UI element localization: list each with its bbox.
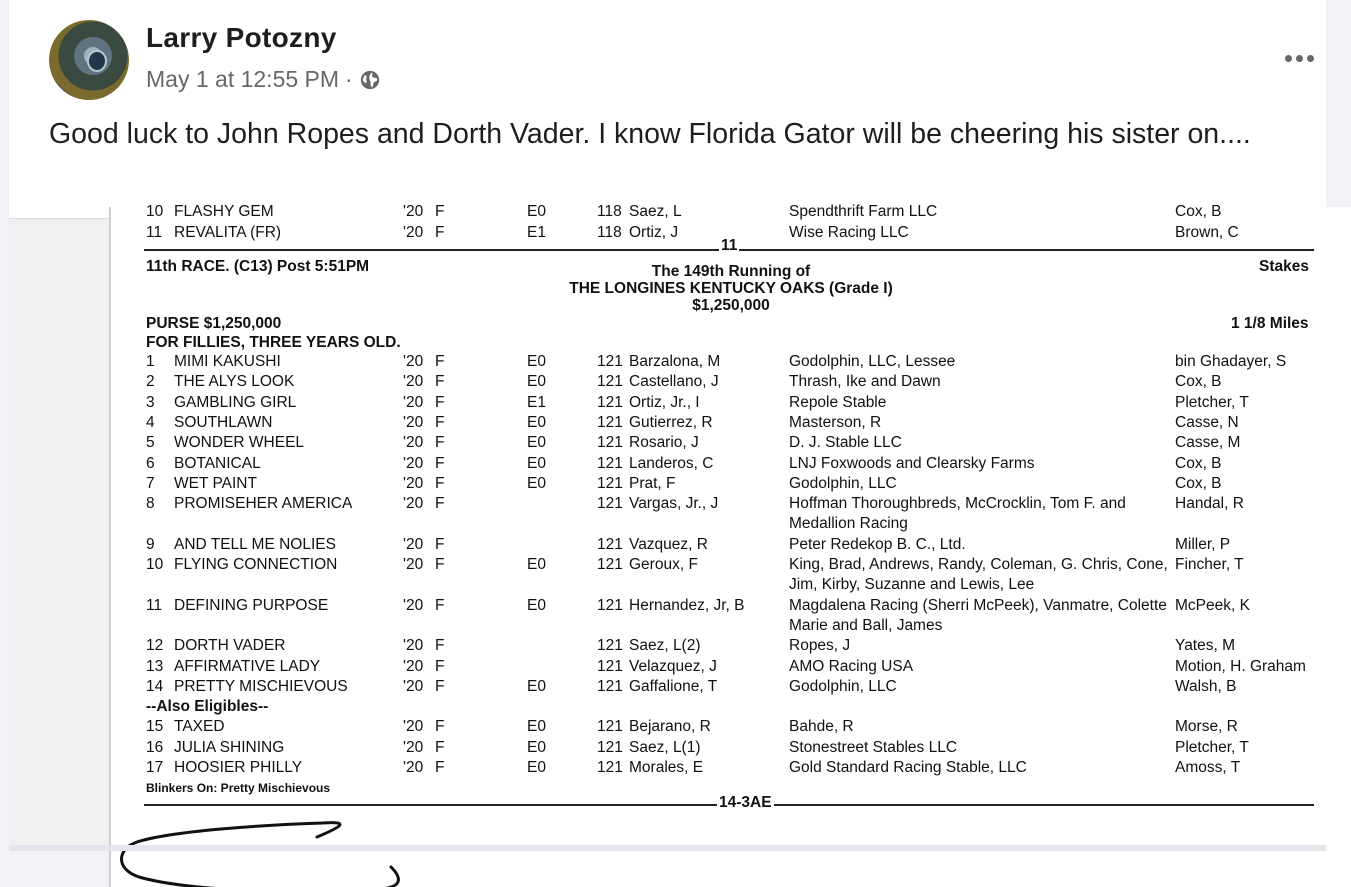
entry-trainer: Amoss, T (1175, 759, 1241, 776)
entry-weight: 121 (597, 637, 623, 655)
entry-year: '20 (403, 495, 424, 513)
entry-sex: F (435, 454, 445, 472)
post-timestamp[interactable]: May 1 at 12:55 PM (146, 66, 340, 92)
entry-horse-name: HOOSIER PHILLY (174, 759, 303, 776)
entry-owner: Gold Standard Racing Stable, LLC (789, 759, 1027, 776)
entry-year: '20 (403, 203, 424, 220)
entry-owner: LNJ Foxwoods and Clearsky Farms (789, 454, 1035, 472)
entry-weight: 118 (597, 224, 622, 241)
entry-horse-name: DEFINING PURPOSE (174, 596, 329, 614)
entry-equipment: E0 (527, 718, 546, 736)
entry-year: '20 (403, 738, 424, 756)
post-photo[interactable] (9, 203, 1326, 846)
entry-horse-name: TAXED (174, 718, 225, 736)
entry-number: 1 (146, 353, 155, 370)
entry-year: '20 (403, 637, 424, 655)
entry-horse-name: MIMI KAKUSHI (174, 353, 281, 370)
entry-year: '20 (403, 677, 424, 695)
entry-horse-name: PROMISEHER AMERICA (174, 495, 353, 513)
entry-weight: 121 (597, 474, 623, 492)
entry-owner: Repole Stable (789, 393, 887, 411)
entry-equipment: E0 (527, 738, 546, 756)
entry-equipment: E0 (527, 413, 546, 431)
entry-sex: F (435, 556, 445, 573)
entry-weight: 121 (597, 738, 623, 756)
entry-horse-name: JULIA SHINING (174, 738, 285, 756)
avatar[interactable] (49, 20, 129, 100)
entry-horse-name: WONDER WHEEL (174, 434, 305, 452)
entry-year: '20 (403, 393, 424, 411)
entry-sex: F (435, 535, 445, 553)
entry-weight: 121 (597, 657, 623, 675)
entry-year: '20 (403, 535, 424, 553)
entry-jockey: Geroux, F (629, 556, 698, 573)
entry-owner-continued: Medallion Racing (789, 515, 908, 533)
race-header: 11th RACE. (C13) Post 5:51PM (146, 258, 370, 275)
entry-sex: F (435, 657, 445, 675)
entry-horse-name: SOUTHLAWN (174, 413, 273, 431)
handdrawn-circle-annotation (111, 207, 1351, 887)
entry-year: '20 (403, 373, 424, 391)
entry-horse-name: FLASHY GEM (174, 203, 274, 220)
entry-number: 8 (146, 495, 155, 513)
entry-trainer: Fincher, T (1175, 556, 1244, 573)
entry-weight: 121 (597, 454, 623, 472)
entry-equipment: E0 (527, 203, 546, 220)
entry-weight: 121 (597, 434, 623, 452)
entry-weight: 121 (597, 596, 623, 614)
entry-year: '20 (403, 596, 424, 614)
entry-year: '20 (403, 434, 424, 452)
entry-weight: 121 (597, 353, 623, 370)
entry-sex: F (435, 596, 445, 614)
entry-number: 4 (146, 413, 155, 431)
entry-number: 7 (146, 474, 155, 492)
entry-number: 10 (146, 203, 164, 220)
entry-jockey: Saez, L (629, 203, 682, 220)
entry-year: '20 (403, 657, 424, 675)
entry-number: 14 (146, 677, 164, 695)
entry-sex: F (435, 637, 445, 655)
entry-year: '20 (403, 474, 424, 492)
entry-jockey: Barzalona, M (629, 353, 721, 370)
entry-equipment: E1 (527, 393, 546, 411)
entry-weight: 121 (597, 677, 623, 695)
entry-trainer: McPeek, K (1175, 596, 1250, 614)
entry-trainer: Cox, B (1175, 203, 1222, 220)
entry-number: 9 (146, 535, 155, 553)
entry-owner: Spendthrift Farm LLC (789, 203, 938, 220)
entry-jockey: Rosario, J (629, 434, 699, 452)
entry-trainer: Motion, H. Graham (1175, 657, 1306, 675)
entry-jockey: Bejarano, R (629, 718, 711, 736)
post-footer-band (9, 845, 1326, 851)
entry-weight: 121 (597, 413, 623, 431)
entry-owner: D. J. Stable LLC (789, 434, 902, 452)
post-header (49, 18, 1319, 102)
entry-jockey: Ortiz, J (629, 224, 679, 241)
entry-horse-name: THE ALYS LOOK (174, 373, 295, 391)
post-text: Good luck to John Ropes and Dorth Vader. I know Florida Gator will be cheering his sister on.... (49, 118, 1251, 150)
entry-number: 10 (146, 556, 164, 573)
entry-horse-name: DORTH VADER (174, 637, 286, 655)
entry-trainer: Pletcher, T (1175, 738, 1249, 756)
entry-trainer: Handal, R (1175, 495, 1244, 513)
entry-year: '20 (403, 454, 424, 472)
race-title-line2: THE LONGINES KENTUCKY OAKS (Grade I) (569, 280, 893, 297)
entry-year: '20 (403, 759, 424, 776)
entry-equipment: E0 (527, 596, 546, 614)
entry-number: 17 (146, 759, 164, 776)
entry-equipment: E0 (527, 474, 546, 492)
race-conditions: FOR FILLIES, THREE YEARS OLD. (146, 334, 401, 351)
footer-code: 14-3AE (719, 794, 772, 812)
entry-year: '20 (403, 413, 424, 431)
entry-number: 11 (146, 596, 163, 614)
entry-trainer: Casse, M (1175, 434, 1241, 452)
entry-jockey: Saez, L(1) (629, 738, 701, 756)
race-purse-title: $1,250,000 (692, 297, 770, 314)
entry-horse-name: WET PAINT (174, 474, 257, 492)
entry-trainer: Morse, R (1175, 718, 1238, 736)
entry-owner: Thrash, Ike and Dawn (789, 373, 941, 391)
entry-number: 15 (146, 718, 164, 736)
entry-horse-name: AND TELL ME NOLIES (174, 535, 336, 553)
entry-owner: Godolphin, LLC (789, 474, 897, 492)
entry-trainer: Cox, B (1175, 454, 1222, 472)
entry-year: '20 (403, 556, 424, 573)
entry-owner: King, Brad, Andrews, Randy, Coleman, G. Chris, Cone, (789, 556, 1168, 573)
entry-number: 3 (146, 393, 155, 411)
entry-year: '20 (403, 224, 424, 241)
race-number-marker: 11 (721, 237, 738, 254)
entry-trainer: Yates, M (1175, 637, 1236, 655)
entry-sex: F (435, 495, 445, 513)
entry-owner: Bahde, R (789, 718, 854, 736)
entry-owner: Ropes, J (789, 637, 851, 655)
entry-trainer: Casse, N (1175, 413, 1239, 431)
entry-weight: 118 (597, 203, 622, 220)
entry-equipment: E0 (527, 759, 546, 776)
entry-trainer: bin Ghadayer, S (1175, 353, 1287, 370)
meta-separator: · (345, 66, 353, 92)
entry-owner: Godolphin, LLC, Lessee (789, 353, 956, 370)
entry-number: 11 (146, 224, 163, 241)
entry-jockey: Gaffalione, T (629, 677, 718, 695)
entry-year: '20 (403, 353, 424, 370)
race-program-sheet (109, 203, 1351, 887)
more-options-icon[interactable] (1279, 48, 1319, 68)
entry-sex: F (435, 474, 445, 492)
entry-jockey: Hernandez, Jr, B (629, 596, 745, 614)
entry-trainer: Cox, B (1175, 474, 1222, 492)
blinkers-note: Blinkers On: Pretty Mischievous (146, 781, 331, 796)
entry-weight: 121 (597, 535, 623, 553)
entry-horse-name: BOTANICAL (174, 454, 261, 472)
entry-jockey: Ortiz, Jr., I (629, 393, 700, 411)
entry-owner: Godolphin, LLC (789, 677, 897, 695)
also-eligibles-label: --Also Eligibles-- (146, 698, 269, 716)
entry-sex: F (435, 738, 445, 756)
entry-sex: F (435, 393, 445, 411)
entry-weight: 121 (597, 495, 623, 513)
entry-owner: AMO Racing USA (789, 657, 914, 675)
entry-owner: Magdalena Racing (Sherri McPeek), Vanmatre, Colette (789, 596, 1167, 614)
entry-horse-name: FLYING CONNECTION (174, 556, 338, 573)
entry-number: 13 (146, 657, 164, 675)
entry-equipment: E0 (527, 434, 546, 452)
race-title-line1: The 149th Running of (651, 263, 811, 280)
post-meta (146, 66, 381, 93)
entry-weight: 121 (597, 718, 623, 736)
entry-equipment: E0 (527, 677, 546, 695)
entry-equipment: E0 (527, 454, 546, 472)
entry-sex: F (435, 203, 445, 220)
avatar-image (87, 50, 107, 72)
entry-sex: F (435, 434, 445, 452)
entry-sex: F (435, 353, 445, 370)
entry-equipment: E0 (527, 556, 546, 573)
purse: PURSE $1,250,000 (146, 315, 282, 332)
entry-weight: 121 (597, 393, 623, 411)
entry-horse-name: REVALITA (FR) (174, 224, 282, 241)
entry-trainer: Miller, P (1175, 535, 1231, 553)
entry-year: '20 (403, 718, 424, 736)
entry-jockey: Prat, F (629, 474, 676, 492)
author-name[interactable]: Larry Potozny (146, 22, 337, 53)
entry-horse-name: AFFIRMATIVE LADY (174, 657, 321, 675)
entry-owner-continued: Marie and Ball, James (789, 616, 943, 634)
entry-jockey: Vazquez, R (629, 535, 708, 553)
entry-jockey: Morales, E (629, 759, 704, 776)
entry-trainer: Cox, B (1175, 373, 1222, 391)
entry-trainer: Walsh, B (1175, 677, 1237, 695)
entry-jockey: Vargas, Jr., J (629, 495, 719, 513)
entry-jockey: Saez, L(2) (629, 637, 701, 655)
entry-weight: 121 (597, 373, 623, 391)
entry-sex: F (435, 718, 445, 736)
distance: 1 1/8 Miles (1231, 315, 1309, 332)
entry-sex: F (435, 759, 445, 776)
entry-owner: Peter Redekop B. C., Ltd. (789, 535, 966, 553)
entry-owner-continued: Jim, Kirby, Suzanne and Lewis, Lee (789, 576, 1035, 594)
entry-jockey: Landeros, C (629, 454, 714, 472)
entry-jockey: Gutierrez, R (629, 413, 713, 431)
entry-horse-name: GAMBLING GIRL (174, 393, 297, 411)
entry-equipment: E1 (527, 224, 546, 241)
entry-sex: F (435, 224, 445, 241)
entry-owner: Wise Racing LLC (789, 224, 909, 241)
entry-equipment: E0 (527, 373, 546, 391)
globe-icon[interactable] (359, 69, 381, 91)
entry-sex: F (435, 413, 445, 431)
entry-owner: Stonestreet Stables LLC (789, 738, 958, 756)
entry-owner: Masterson, R (789, 413, 882, 431)
entry-owner: Hoffman Thoroughbreds, McCrocklin, Tom F. and (789, 495, 1126, 513)
entry-weight: 121 (597, 556, 623, 573)
entry-jockey: Velazquez, J (629, 657, 717, 675)
entry-number: 12 (146, 637, 164, 655)
entry-trainer: Pletcher, T (1175, 393, 1249, 411)
entry-number: 6 (146, 454, 155, 472)
entry-sex: F (435, 373, 445, 391)
entry-equipment: E0 (527, 353, 546, 370)
entry-number: 16 (146, 738, 164, 756)
race-type: Stakes (1259, 258, 1309, 275)
entry-sex: F (435, 677, 445, 695)
entry-trainer: Brown, C (1175, 224, 1239, 241)
entry-weight: 121 (597, 759, 623, 776)
entry-jockey: Castellano, J (629, 373, 719, 391)
entry-number: 2 (146, 373, 155, 391)
entry-number: 5 (146, 434, 155, 452)
entry-horse-name: PRETTY MISCHIEVOUS (174, 677, 348, 695)
